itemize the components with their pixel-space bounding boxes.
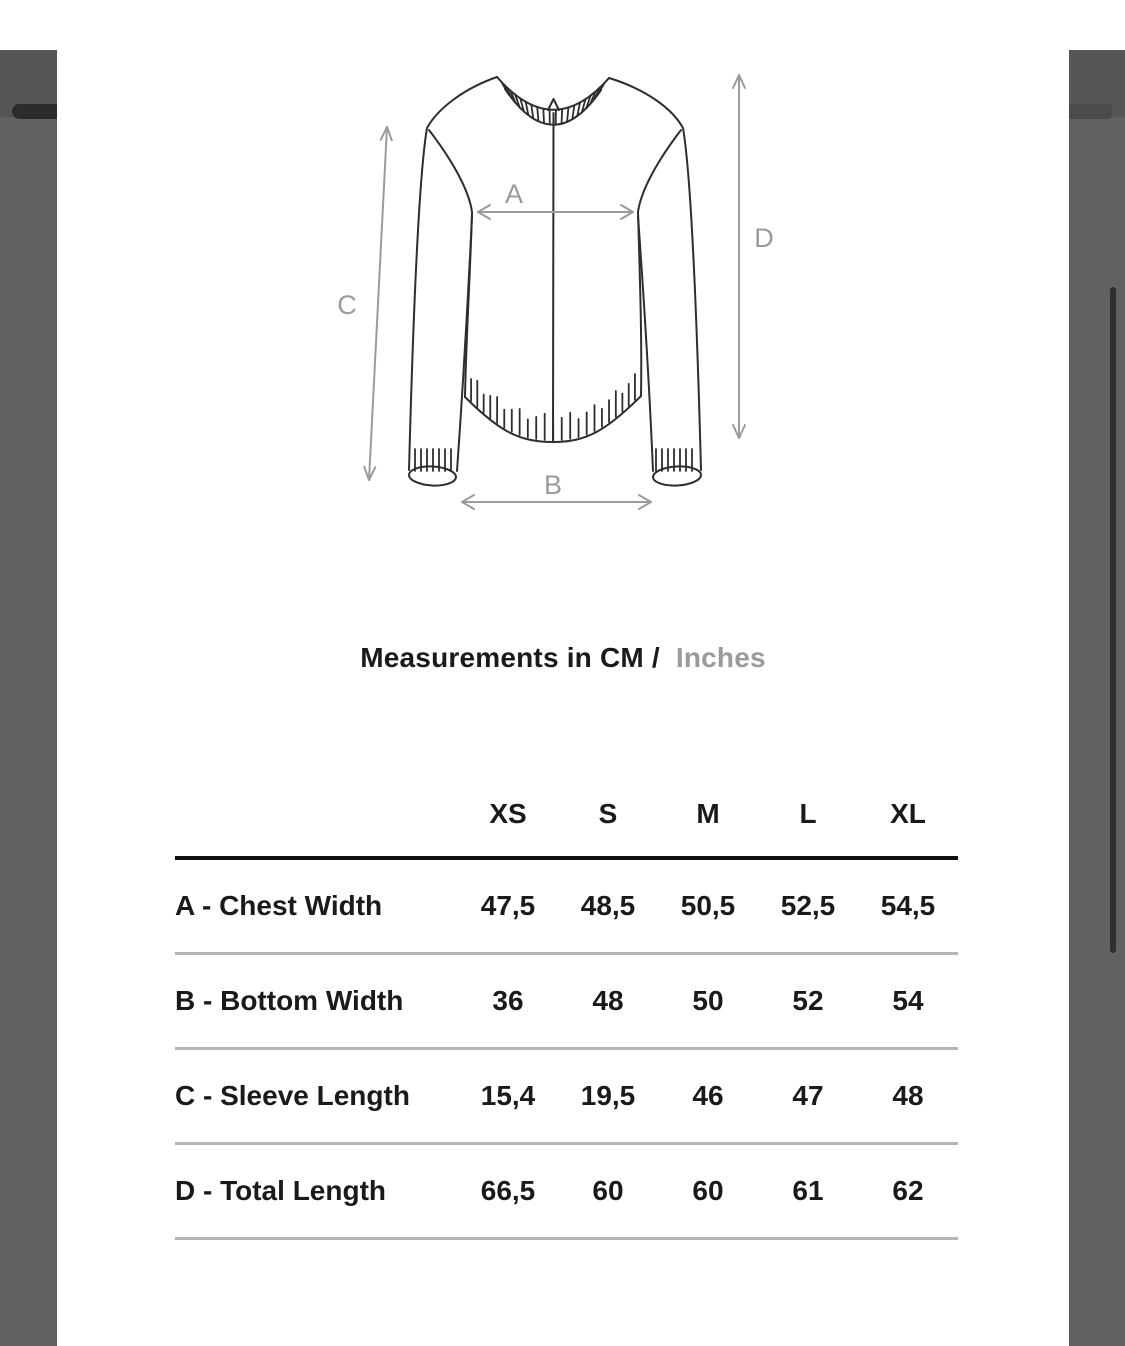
measure-label-d: D xyxy=(754,223,774,253)
measure-arrow-d xyxy=(733,75,745,438)
column-header-l: L xyxy=(758,798,858,830)
measure-label-a: A xyxy=(505,179,523,209)
row-label: B - Bottom Width xyxy=(175,985,458,1017)
cell-value: 19,5 xyxy=(558,1080,658,1112)
cell-value: 50,5 xyxy=(658,890,758,922)
background-band-remnant xyxy=(1069,104,1112,119)
measure-label-b: B xyxy=(544,470,562,500)
cell-value: 60 xyxy=(558,1175,658,1207)
cell-value: 54,5 xyxy=(858,890,958,922)
cell-value: 47 xyxy=(758,1080,858,1112)
measure-arrow-c xyxy=(364,127,392,480)
cell-value: 66,5 xyxy=(458,1175,558,1207)
cell-value: 48,5 xyxy=(558,890,658,922)
measurements-title xyxy=(57,642,1069,674)
cell-value: 52 xyxy=(758,985,858,1017)
title-inches-part: Inches xyxy=(676,642,766,673)
background-tab-remnant xyxy=(12,104,57,119)
column-header-xs: XS xyxy=(458,798,558,830)
cell-value: 54 xyxy=(858,985,958,1017)
cell-value: 50 xyxy=(658,985,758,1017)
size-table-header xyxy=(175,774,958,856)
column-header-s: S xyxy=(558,798,658,830)
size-table xyxy=(175,774,958,1240)
measure-label-c: C xyxy=(337,290,357,320)
cell-value: 62 xyxy=(858,1175,958,1207)
cell-value: 36 xyxy=(458,985,558,1017)
column-header-m: M xyxy=(658,798,758,830)
column-header-xl: XL xyxy=(858,798,958,830)
cell-value: 48 xyxy=(558,985,658,1017)
garment-outline xyxy=(409,77,702,487)
table-row-sleeve-length xyxy=(175,1050,958,1142)
dimmed-overlay-left[interactable] xyxy=(0,50,57,1346)
table-row-total-length xyxy=(175,1145,958,1237)
table-row-chest-width xyxy=(175,860,958,952)
cell-value: 48 xyxy=(858,1080,958,1112)
cell-value: 52,5 xyxy=(758,890,858,922)
table-row-bottom-width xyxy=(175,955,958,1047)
cell-value: 46 xyxy=(658,1080,758,1112)
title-cm-part: Measurements in CM / xyxy=(360,642,660,673)
row-label: C - Sleeve Length xyxy=(175,1080,458,1112)
vertical-scrollbar[interactable] xyxy=(1110,287,1116,953)
row-label: D - Total Length xyxy=(175,1175,458,1207)
dimmed-overlay-right[interactable] xyxy=(1069,50,1125,1346)
cell-value: 47,5 xyxy=(458,890,558,922)
cell-value: 61 xyxy=(758,1175,858,1207)
cell-value: 15,4 xyxy=(458,1080,558,1112)
row-label: A - Chest Width xyxy=(175,890,458,922)
cell-value: 60 xyxy=(658,1175,758,1207)
size-guide-sheet xyxy=(57,50,1069,1346)
row-divider xyxy=(175,1237,958,1240)
measure-arrow-a xyxy=(478,205,633,219)
garment-measurement-diagram xyxy=(330,50,800,530)
